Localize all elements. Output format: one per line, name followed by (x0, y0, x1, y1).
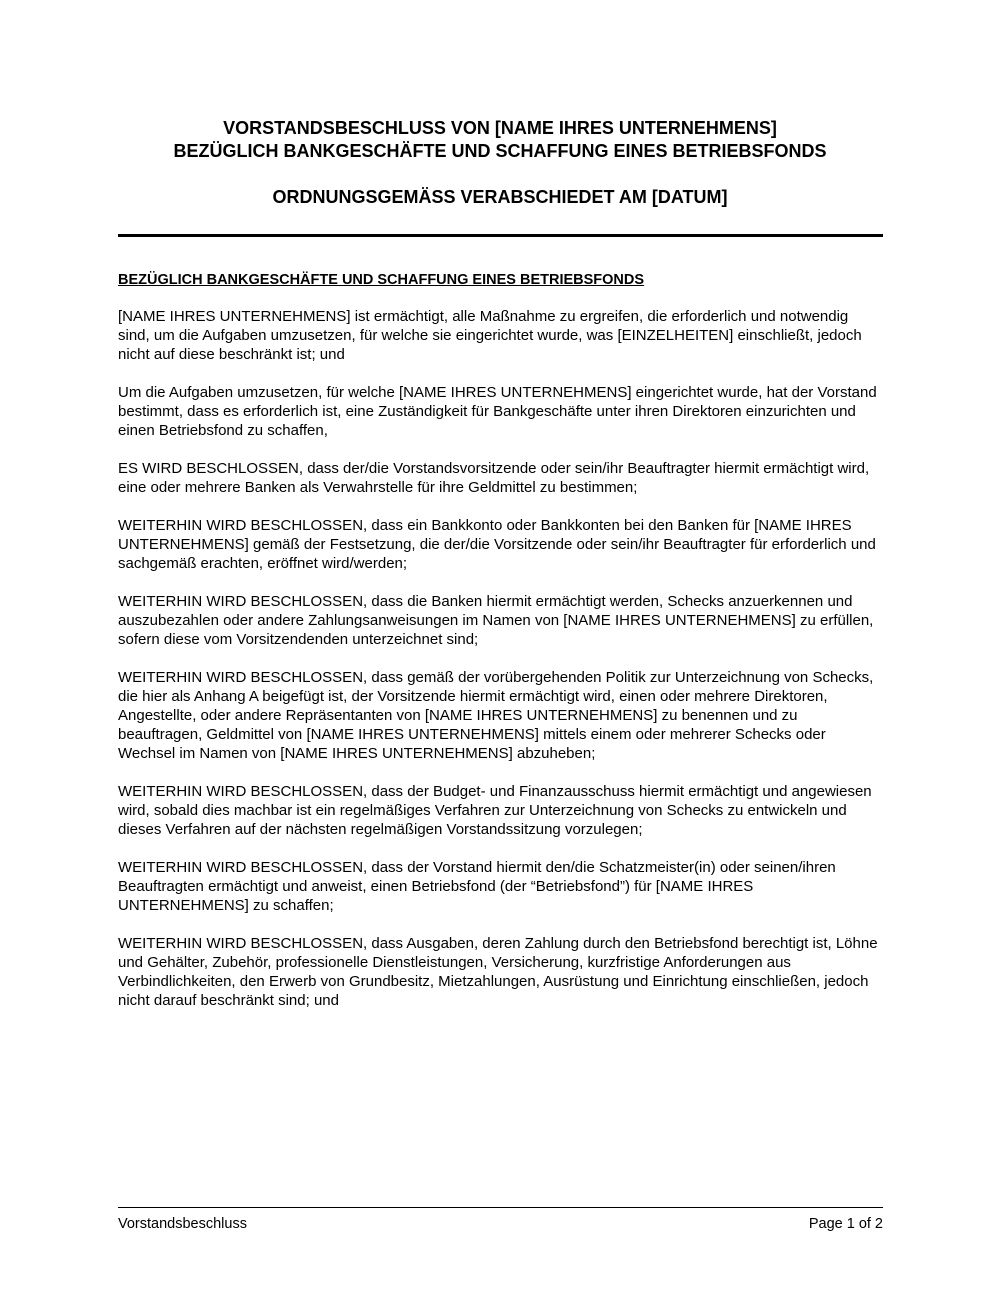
paragraph: WEITERHIN WIRD BESCHLOSSEN, dass ein Bankkonto oder Bankkonten bei den Banken für [NAME IHRES UNTERNEHMENS] gemäß der Festsetzung, die der/die Vorsitzende oder sein/ihr Beauftragter für erforderlich und sachgemäß erachten, eröffnet wird/werden; (118, 517, 876, 572)
paragraph: WEITERHIN WIRD BESCHLOSSEN, dass Ausgaben, deren Zahlung durch den Betriebsfond berechtigt ist, Löhne und Gehälter, Zubehör, professionelle Dienstleistungen, Versicherung, kurzfristige Anforderungen aus Verbindlichkeiten, den Erwerb von Grundbesitz, Mietzahlungen, Ausrüstung und Einrichtung einschließen, jedoch nicht darauf beschränkt sind; und (118, 935, 878, 1009)
paragraph: ES WIRD BESCHLOSSEN, dass der/die Vorstandsvorsitzende oder sein/ihr Beauftragter hiermit ermächtigt wird, eine oder mehrere Banken als Verwahrstelle für ihre Geldmittel zu bestimmen; (118, 460, 870, 496)
title-line-2: BEZÜGLICH BANKGESCHÄFTE UND SCHAFFUNG EINES BETRIEBSFONDS (173, 141, 827, 161)
footer-page-number: Page 1 of 2 (808, 1216, 883, 1232)
document-title (0, 117, 1000, 163)
document-subtitle: ORDNUNGSGEMÄSS VERABSCHIEDET AM [DATUM] (272, 187, 728, 207)
document-body (118, 307, 883, 1029)
paragraph: Um die Aufgaben umzusetzen, für welche [NAME IHRES UNTERNEHMENS] eingerichtet wurde, hat der Vorstand bestimmt, dass es erforderlich ist, eine Zuständigkeit für Bankgeschäfte unter ihren Direktoren einzurichten und einen Betriebsfond zu schaffen, (118, 384, 877, 439)
header-divider (118, 234, 883, 237)
footer-document-name: Vorstandsbeschluss (118, 1216, 247, 1232)
paragraph: WEITERHIN WIRD BESCHLOSSEN, dass der Vorstand hiermit den/die Schatzmeister(in) oder seinen/ihren Beauftragten ermächtigt und anweist, einen Betriebsfond (der “Betriebsfond”) für [NAME IHRES UNTERNEHMENS] zu schaffen; (118, 859, 836, 914)
paragraph: WEITERHIN WIRD BESCHLOSSEN, dass gemäß der vorübergehenden Politik zur Unterzeichnung von Schecks, die hier als Anhang A beigefügt ist, der Vorsitzende hiermit ermächtigt wird, einen oder mehrere Direktoren, Angestellte, oder andere Repräsentanten von [NAME IHRES UNTERNEHMENS] zu benennen und zu beauftragen, Geldmittel von [NAME IHRES UNTERNEHMENS] mittels einem oder mehrerer Schecks oder Wechsel im Namen von [NAME IHRES UNTERNEHMENS] abzuheben; (118, 669, 874, 762)
title-line-1: VORSTANDSBESCHLUSS VON [NAME IHRES UNTERNEHMENS] (223, 118, 777, 138)
paragraph: WEITERHIN WIRD BESCHLOSSEN, dass der Budget- und Finanzausschuss hiermit ermächtigt und angewiesen wird, sobald dies machbar ist ein regelmäßiges Verfahren zur Unterzeichnung von Schecks zu entwickeln und dieses Verfahren auf der nächsten regelmäßigen Vorstandssitzung vorzulegen; (118, 783, 872, 838)
section-heading: BEZÜGLICH BANKGESCHÄFTE UND SCHAFFUNG EINES BETRIEBSFONDS (118, 272, 645, 288)
footer-divider (118, 1207, 883, 1208)
paragraph: [NAME IHRES UNTERNEHMENS] ist ermächtigt, alle Maßnahme zu ergreifen, die erforderlich und notwendig sind, um die Aufgaben umzusetzen, für welche sie eingerichtet wurde, was [EINZELHEITEN] einschließt, jedoch nicht auf diese beschränkt ist; und (118, 308, 862, 363)
paragraph: WEITERHIN WIRD BESCHLOSSEN, dass die Banken hiermit ermächtigt werden, Schecks anzuerkennen und auszubezahlen oder andere Zahlungsanweisungen im Namen von [NAME IHRES UNTERNEHMENS] zu erfüllen, sofern diese vom Vorsitzendenden unterzeichnet sind; (118, 593, 874, 648)
